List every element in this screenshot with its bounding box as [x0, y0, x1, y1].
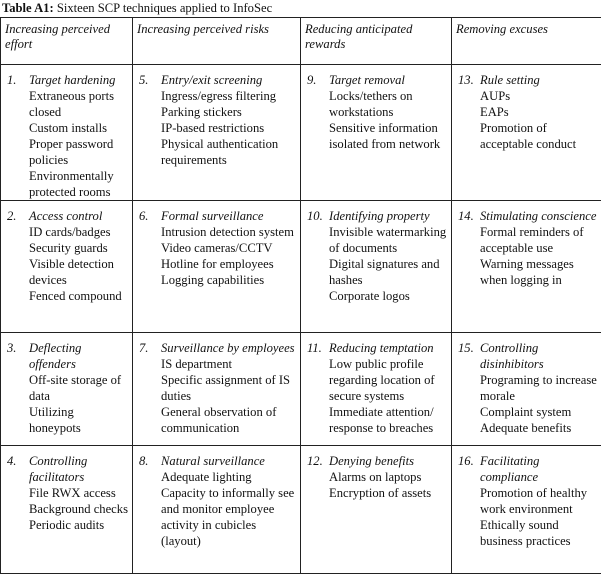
technique-example: Adequate benefits — [480, 421, 572, 435]
technique-example: Adequate lighting — [161, 470, 252, 484]
technique-example: Corporate logos — [329, 289, 410, 303]
technique-heading — [307, 453, 447, 469]
technique-number: 7. — [139, 341, 149, 355]
technique-cell — [301, 201, 452, 333]
technique-number: 2. — [7, 209, 17, 223]
technique-title: Controlling disinhibitors — [480, 341, 544, 371]
technique-examples — [458, 88, 597, 152]
technique-example: Ethically sound business practices — [480, 518, 571, 548]
technique-examples — [307, 356, 447, 436]
technique-example: Proper password policies — [29, 137, 114, 167]
technique-example: IS department — [161, 357, 232, 371]
column-header: Increasing perceived risks — [133, 18, 301, 65]
technique-examples — [139, 224, 296, 288]
technique-number: 13. — [458, 73, 474, 87]
technique-example: Encryption of assets — [329, 486, 432, 500]
technique-examples — [458, 372, 597, 436]
technique-title: Deflecting offenders — [29, 341, 82, 371]
technique-number: 15. — [458, 341, 474, 355]
technique-example: Immediate attention/ response to breaches — [329, 405, 434, 435]
technique-example: Complaint system — [480, 405, 572, 419]
technique-cell — [133, 333, 301, 446]
technique-number: 14. — [458, 209, 474, 223]
table-row — [1, 65, 601, 201]
technique-example: General observation of communication — [161, 405, 277, 435]
technique-cell — [452, 446, 601, 574]
technique-cell — [301, 333, 452, 446]
technique-example: Off-site storage of data — [29, 373, 122, 403]
technique-heading — [307, 208, 447, 224]
column-header: Reducing anticipated rewards — [301, 18, 452, 65]
technique-cell — [1, 446, 133, 574]
technique-examples — [7, 372, 128, 436]
technique-example: Custom installs — [29, 121, 108, 135]
technique-title: Controlling facilitators — [29, 454, 88, 484]
technique-examples — [7, 88, 128, 200]
technique-examples — [307, 88, 447, 152]
column-header: Removing excuses — [452, 18, 601, 65]
technique-heading — [139, 72, 296, 88]
technique-title: Reducing temptation — [329, 341, 434, 355]
technique-heading — [7, 208, 128, 224]
technique-example: Security guards — [29, 241, 108, 255]
technique-example: File RWX access — [29, 486, 116, 500]
technique-title: Surveillance by employees — [161, 341, 295, 355]
technique-example: Promotion of acceptable conduct — [480, 121, 577, 151]
technique-heading — [139, 208, 296, 224]
technique-title: Rule setting — [480, 73, 540, 87]
table-row — [1, 201, 601, 333]
table-caption-text: Sixteen SCP techniques applied to InfoSec — [53, 1, 273, 15]
table-caption-label: Table A1: — [2, 1, 54, 15]
column-header: Increasing perceived effort — [1, 18, 133, 65]
technique-heading — [458, 208, 597, 224]
technique-number: 1. — [7, 73, 17, 87]
technique-example: Utilizing honeypots — [29, 405, 81, 435]
technique-example: Physical authentication requirements — [161, 137, 279, 167]
technique-example: Sensitive information isolated from network — [329, 121, 441, 151]
technique-number: 10. — [307, 209, 323, 223]
technique-cell — [1, 333, 133, 446]
technique-example: Parking stickers — [161, 105, 242, 119]
technique-number: 4. — [7, 454, 17, 468]
technique-title: Stimulating conscience — [480, 209, 597, 223]
technique-example: AUPs — [480, 89, 511, 103]
technique-example: Environmentally protected rooms — [29, 169, 114, 199]
technique-examples — [139, 469, 296, 549]
technique-number: 11. — [307, 341, 322, 355]
technique-example: ID cards/badges — [29, 225, 111, 239]
technique-heading — [307, 72, 447, 88]
technique-cell — [1, 65, 133, 201]
technique-examples — [307, 224, 447, 304]
table-row — [1, 333, 601, 446]
technique-title: Target removal — [329, 73, 405, 87]
technique-cell — [1, 201, 133, 333]
technique-heading — [7, 453, 128, 485]
technique-heading — [139, 453, 296, 469]
technique-heading — [458, 340, 597, 372]
technique-example: Alarms on laptops — [329, 470, 422, 484]
technique-examples — [7, 224, 128, 304]
technique-examples — [307, 469, 447, 501]
technique-example: Formal reminders of acceptable use — [480, 225, 584, 255]
technique-cell — [301, 446, 452, 574]
technique-example: Invisible watermarking of documents — [329, 225, 447, 255]
technique-example: Low public profile regarding location of secure systems — [329, 357, 435, 403]
technique-heading — [139, 340, 296, 356]
technique-cell — [452, 333, 601, 446]
technique-title: Natural surveillance — [161, 454, 265, 468]
technique-title: Denying benefits — [329, 454, 414, 468]
technique-example: Visible detection devices — [29, 257, 114, 287]
scp-techniques-table — [0, 17, 601, 574]
technique-title: Formal surveillance — [161, 209, 264, 223]
technique-examples — [7, 485, 128, 533]
technique-heading — [458, 72, 597, 88]
technique-title: Access control — [29, 209, 103, 223]
technique-cell — [301, 65, 452, 201]
technique-example: Digital signatures and hashes — [329, 257, 440, 287]
technique-example: Extraneous ports closed — [29, 89, 114, 119]
technique-title: Identifying property — [329, 209, 430, 223]
technique-example: IP-based restrictions — [161, 121, 265, 135]
technique-example: Warning messages when logging in — [480, 257, 574, 287]
technique-title: Facilitating compliance — [480, 454, 540, 484]
technique-example: Hotline for employees — [161, 257, 274, 271]
table-row — [1, 446, 601, 574]
technique-heading — [7, 72, 128, 88]
technique-number: 8. — [139, 454, 149, 468]
technique-example: EAPs — [480, 105, 509, 119]
technique-heading — [7, 340, 128, 372]
technique-example: Capacity to informally see and monitor employee activity in cubicles (layout) — [161, 486, 295, 548]
technique-cell — [133, 65, 301, 201]
technique-cell — [452, 65, 601, 201]
technique-example: Intrusion detection system — [161, 225, 294, 239]
technique-example: Logging capabilities — [161, 273, 265, 287]
technique-example: Fenced compound — [29, 289, 122, 303]
technique-example: Locks/tethers on workstations — [329, 89, 413, 119]
technique-example: Ingress/egress filtering — [161, 89, 277, 103]
technique-number: 5. — [139, 73, 149, 87]
technique-cell — [133, 446, 301, 574]
technique-example: Periodic audits — [29, 518, 105, 532]
technique-examples — [139, 88, 296, 168]
technique-number: 6. — [139, 209, 149, 223]
technique-example: Programing to increase morale — [480, 373, 597, 403]
technique-number: 3. — [7, 341, 17, 355]
technique-heading — [307, 340, 447, 356]
table-caption — [2, 1, 272, 15]
technique-number: 9. — [307, 73, 317, 87]
technique-examples — [139, 356, 296, 436]
technique-number: 16. — [458, 454, 474, 468]
technique-examples — [458, 224, 597, 288]
technique-cell — [452, 201, 601, 333]
technique-examples — [458, 485, 597, 549]
technique-example: Specific assignment of IS duties — [161, 373, 291, 403]
technique-example: Video cameras/CCTV — [161, 241, 273, 255]
technique-title: Entry/exit screening — [161, 73, 263, 87]
technique-number: 12. — [307, 454, 323, 468]
technique-cell — [133, 201, 301, 333]
technique-title: Target hardening — [29, 73, 116, 87]
table-header-row — [1, 18, 601, 65]
technique-example: Background checks — [29, 502, 128, 516]
technique-heading — [458, 453, 597, 485]
technique-example: Promotion of healthy work environment — [480, 486, 588, 516]
